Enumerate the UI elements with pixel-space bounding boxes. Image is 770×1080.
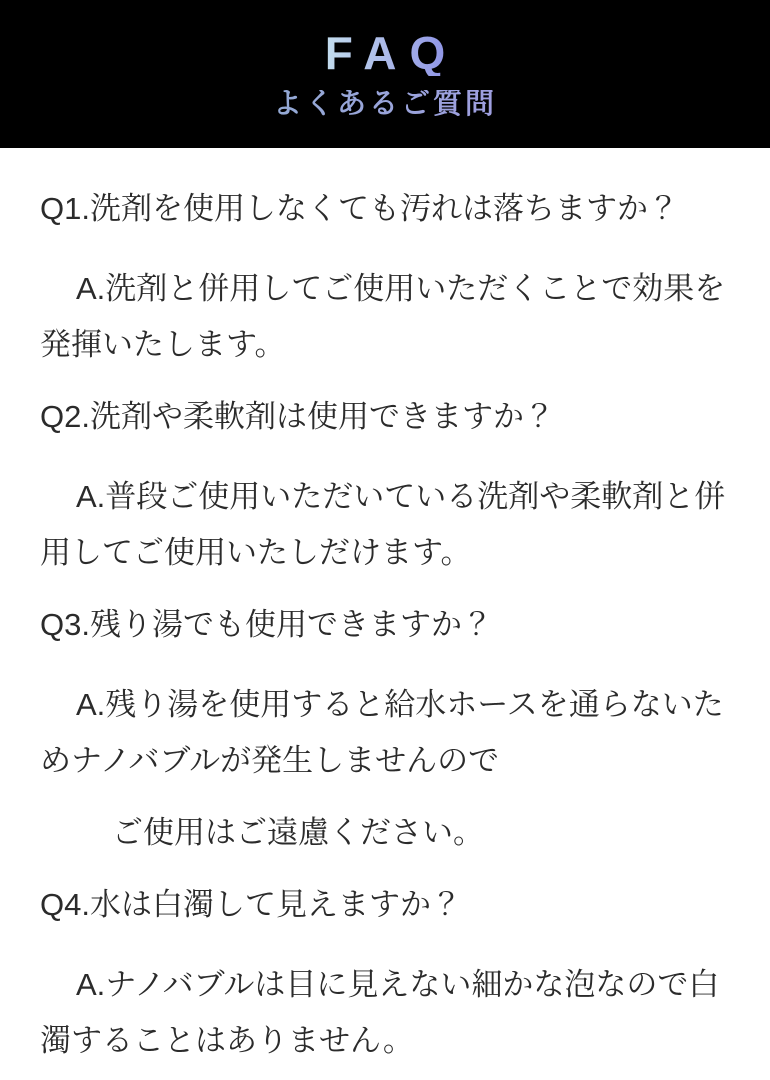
faq-answer-3 bbox=[40, 677, 730, 789]
faq-answer-3-line-2: めナノバブルが発生しませんので bbox=[40, 743, 500, 778]
faq-title: FAQ bbox=[312, 30, 459, 76]
faq-question-2: Q2.洗剤や柔軟剤は使用できますか？ bbox=[40, 399, 555, 434]
faq-answer-3-line-1: A.残り湯を使用すると給水ホースを通らないた bbox=[76, 687, 724, 722]
faq-header bbox=[0, 0, 770, 148]
faq-list bbox=[0, 148, 770, 1069]
faq-answer-1-line-1: A.洗剤と併用してご使用いただくことで効果を bbox=[76, 271, 726, 306]
faq-item-3 bbox=[40, 597, 730, 861]
faq-question-4: Q4.水は白濁して見えますか？ bbox=[40, 887, 462, 922]
faq-question-1: Q1.洗剤を使用しなくても汚れは落ちますか？ bbox=[40, 191, 679, 226]
faq-answer-2-line-1: A.普段ご使用いただいている洗剤や柔軟剤と併 bbox=[76, 479, 726, 514]
faq-answer-4-line-1: A.ナノバブルは目に見えない細かな泡なので白 bbox=[76, 967, 720, 1002]
faq-item-2 bbox=[40, 389, 730, 581]
faq-answer-1 bbox=[40, 261, 730, 373]
faq-item-1 bbox=[40, 181, 730, 373]
faq-answer-2 bbox=[40, 469, 730, 581]
faq-answer-2-line-2: 用してご使用いたしだけます。 bbox=[40, 535, 472, 570]
faq-subtitle: よくあるご質問 bbox=[272, 87, 497, 120]
faq-answer-4-line-2: 濁することはありません。 bbox=[40, 1023, 414, 1058]
faq-item-4 bbox=[40, 877, 730, 1069]
faq-answer-1-line-2: 発揮いたします。 bbox=[40, 327, 286, 362]
faq-answer-3-note: ご使用はご遠慮ください。 bbox=[112, 815, 484, 850]
faq-question-3: Q3.残り湯でも使用できますか？ bbox=[40, 607, 493, 642]
faq-answer-4 bbox=[40, 957, 730, 1069]
